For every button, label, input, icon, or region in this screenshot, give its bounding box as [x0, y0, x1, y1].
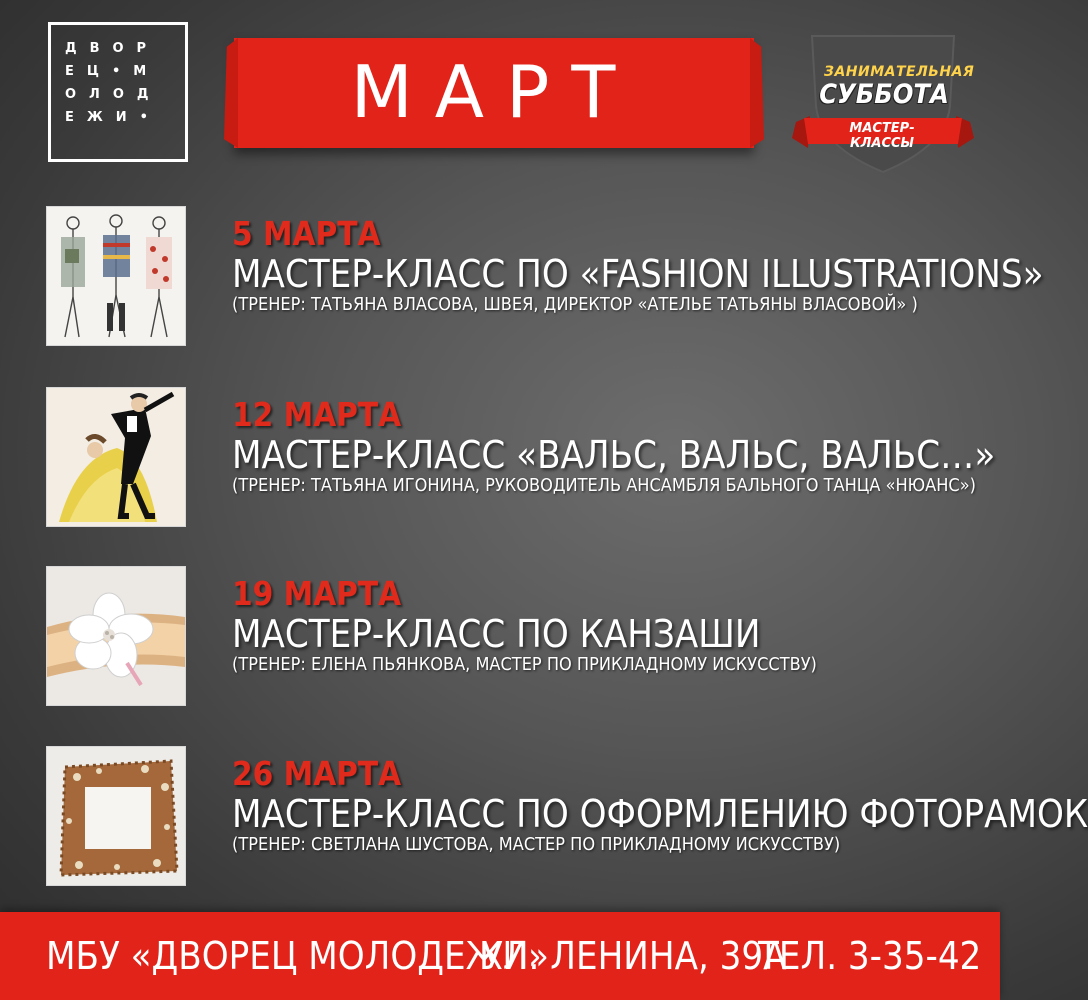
event-trainer: (ТРЕНЕР: ЕЛЕНА ПЬЯНКОВА, МАСТЕР ПО ПРИКЛАДНОМУ ИСКУССТВУ): [232, 654, 817, 675]
logo-line: ОЛОД: [65, 87, 162, 102]
saturday-badge: [788, 26, 978, 176]
event-trainer: (ТРЕНЕР: ТАТЬЯНА ВЛАСОВА, ШВЕЯ, ДИРЕКТОР «АТЕЛЬЕ ТАТЬЯНЫ ВЛАСОВОЙ» ): [232, 294, 918, 315]
badge-ribbon-text: МАСТЕР-КЛАССЫ: [849, 121, 915, 151]
logo-line: ЕЦ•М: [65, 64, 160, 79]
month-title: МАРТ: [350, 50, 638, 134]
organization-logo: [48, 22, 188, 162]
event-title: МАСТЕР-КЛАСС ПО «FASHION ILLUSTRATIONS»: [232, 252, 1044, 296]
event-date: 26 МАРТА: [232, 754, 402, 793]
badge-title: СУББОТА: [819, 79, 949, 110]
contact-footer: [0, 912, 1000, 1000]
badge-subtitle: ЗАНИМАТЕЛЬНАЯ: [824, 64, 975, 80]
footer-address: УЛ. ЛЕНИНА, 39А: [482, 934, 787, 978]
event-date: 5 МАРТА: [232, 214, 381, 253]
event-date: 12 МАРТА: [232, 395, 402, 434]
event-title: МАСТЕР-КЛАСС ПО КАНЗАШИ: [232, 612, 761, 656]
fashion-illustration-image: [46, 206, 186, 346]
logo-line: ЕЖИ•: [65, 110, 161, 125]
kanzashi-flower-image: [46, 566, 186, 706]
footer-phone: ТЕЛ. 3-35-42: [758, 934, 982, 978]
photo-frame-image: [46, 746, 186, 886]
waltz-dancers-image: [46, 387, 186, 527]
event-title: МАСТЕР-КЛАСС «ВАЛЬС, ВАЛЬС, ВАЛЬС…»: [232, 433, 996, 477]
footer-organization: МБУ «ДВОРЕЦ МОЛОДЕЖИ»: [46, 934, 549, 978]
event-trainer: (ТРЕНЕР: ТАТЬЯНА ИГОНИНА, РУКОВОДИТЕЛЬ АНСАМБЛЯ БАЛЬНОГО ТАНЦА «НЮАНС»): [232, 475, 976, 496]
month-banner: [234, 38, 754, 148]
logo-line: ДВОР: [65, 41, 160, 56]
event-date: 19 МАРТА: [232, 574, 402, 613]
event-title: МАСТЕР-КЛАСС ПО ОФОРМЛЕНИЮ ФОТОРАМОК: [232, 792, 1088, 836]
event-trainer: (ТРЕНЕР: СВЕТЛАНА ШУСТОВА, МАСТЕР ПО ПРИКЛАДНОМУ ИСКУССТВУ): [232, 834, 841, 855]
